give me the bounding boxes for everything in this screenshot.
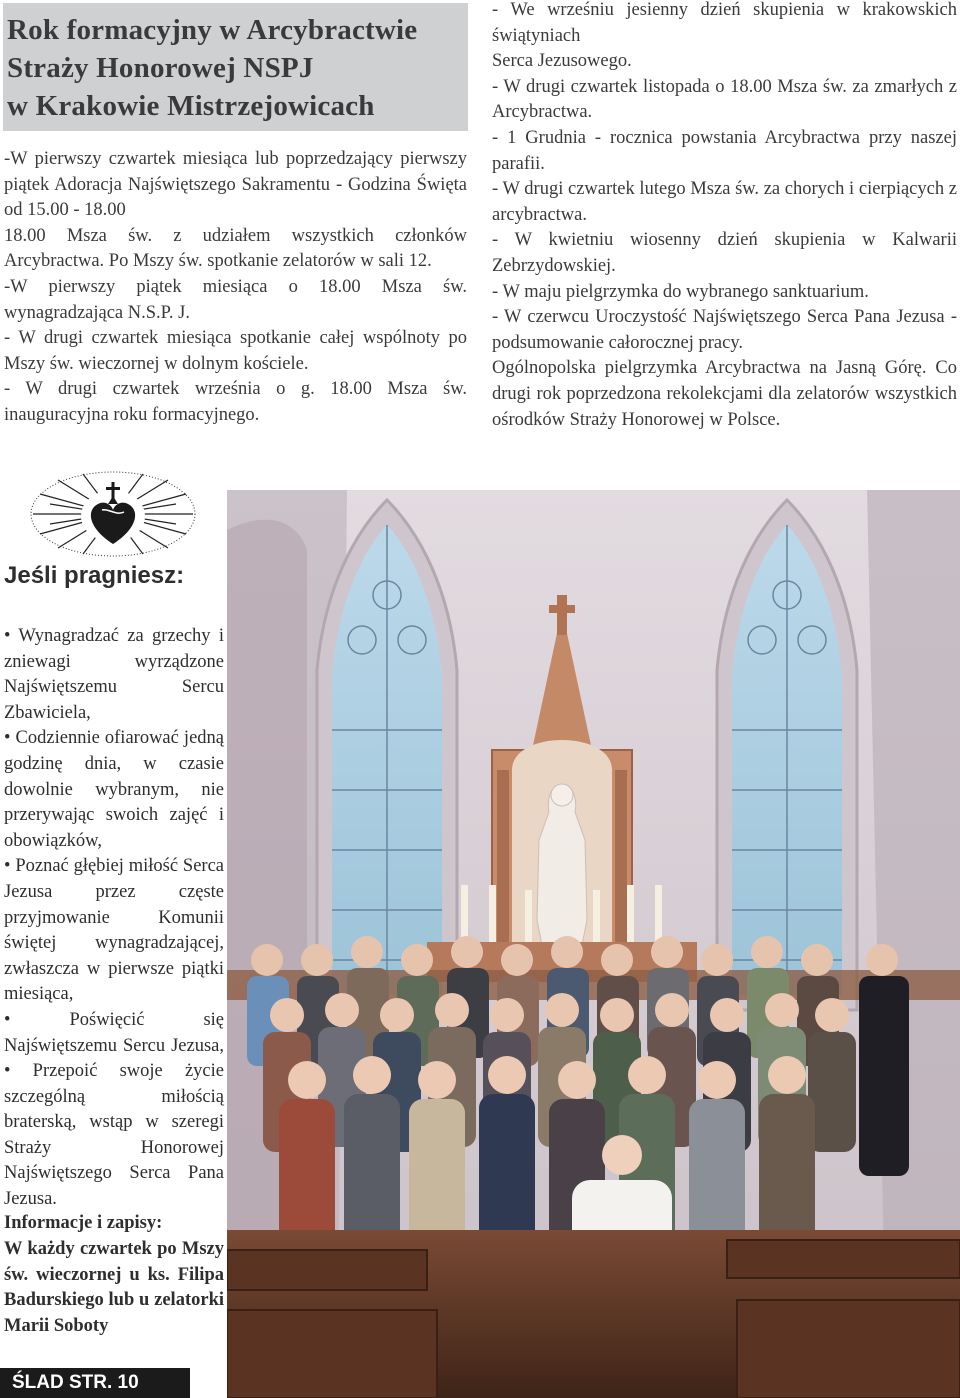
info-body: W każdy czwartek po Mszy św. wieczornej u ks. Filipa Badurskiego lub u zelatorki Marii Soboty: [4, 1238, 224, 1337]
schedule-item: - W drugi czwartek listopada o 18.00 Msza św. za zmarłych z Arcybractwa.: [492, 76, 957, 123]
church-group-photo: [227, 490, 960, 1398]
info-heading: Informacje i zapisy:: [4, 1213, 163, 1233]
schedule-item: - W drugi czwartek lutego Msza św. za chorych i cierpiących z arcybractwa.: [492, 179, 957, 225]
schedule-item: - 1 Grudnia - rocznica powstania Arcybractwa przy naszej parafii.: [492, 127, 957, 174]
side-heading: Jeśli pragniesz:: [4, 562, 185, 589]
devotion-item: • Codziennie ofiarować jedną godzinę dnia, w czasie dowolnie wybranym, nie przerywając swoich zajęć i obowiązków,: [4, 728, 224, 851]
devotion-item: • Wynagradzać za grzechy i zniewagi wyrządzone Najświętszemu Sercu Zbawiciela,: [4, 626, 224, 723]
schedule-item: Serca Jezusowego.: [492, 51, 632, 72]
schedule-item: 18.00 Msza św. z udziałem wszystkich członków Arcybractwa. Po Mszy św. spotkanie zelatorów w sali 12.: [4, 225, 467, 272]
sacred-heart-emblem: [28, 466, 198, 562]
devotion-item: • Przepoić swoje życie szczególną miłością braterską, wstąp w szeregi Straży Honorowej Najświętszego Serca Pana Jezusa.: [4, 1061, 224, 1210]
schedule-item: - W drugi czwartek września o g. 18.00 Msza św. inauguracyjna roku formacyjnego.: [4, 379, 467, 425]
sacred-heart-emblem-icon: [28, 466, 198, 562]
schedule-item: - W czerwcu Uroczystość Najświętszego Serca Pana Jezusa - podsumowanie całorocznej pracy.: [492, 307, 957, 353]
schedule-left-column: [4, 147, 467, 429]
title-box: [3, 3, 468, 131]
schedule-item: - W maju pielgrzymka do wybranego sanktuarium.: [492, 281, 869, 302]
devotion-list: [4, 624, 224, 1213]
schedule-item: -W pierwszy piątek miesiąca o 18.00 Msza św. wynagradzająca N.S.P. J.: [4, 276, 467, 323]
title-line-2: Straży Honorowej NSPJ: [7, 52, 314, 84]
page-footer-tag: ŚLAD STR. 10: [0, 1368, 190, 1398]
schedule-item: - W kwietniu wiosenny dzień skupienia w Kalwarii Zebrzydowskiej.: [492, 230, 957, 276]
devotion-item: • Poświęcić się Najświętszemu Sercu Jezusa,: [4, 1009, 224, 1056]
schedule-item: Ogólnopolska pielgrzymka Arcybractwa na Jasną Górę. Co drugi rok poprzedzona rekolekcjami dla zelatorów wszystkich ośrodków Straży Honorowej w Polsce.: [492, 358, 957, 430]
schedule-right-column: [492, 0, 957, 433]
schedule-item: - W drugi czwartek miesiąca spotkanie całej wspólnoty po Mszy św. wieczornej w dolnym kościele.: [4, 328, 467, 374]
info-box: [4, 1211, 224, 1340]
title-line-1: Rok formacyjny w Arcybractwie: [7, 14, 418, 46]
devotion-item: • Poznać głębiej miłość Serca Jezusa przez częste przyjmowanie Komunii świętej wynagradzającej, zwłaszcza w pierwsze piątki miesiąca,: [4, 856, 224, 1005]
title-line-3: w Krakowie Mistrzejowicach: [7, 90, 375, 122]
church-interior-illustration: [227, 490, 960, 1398]
schedule-item: - We wrześniu jesienny dzień skupienia w krakowskich świątyniach: [492, 0, 957, 46]
schedule-item: -W pierwszy czwartek miesiąca lub poprzedzający pierwszy piątek Adoracja Najświętszego Sakramentu - Godzina Święta od 15.00 - 18.00: [4, 149, 467, 221]
